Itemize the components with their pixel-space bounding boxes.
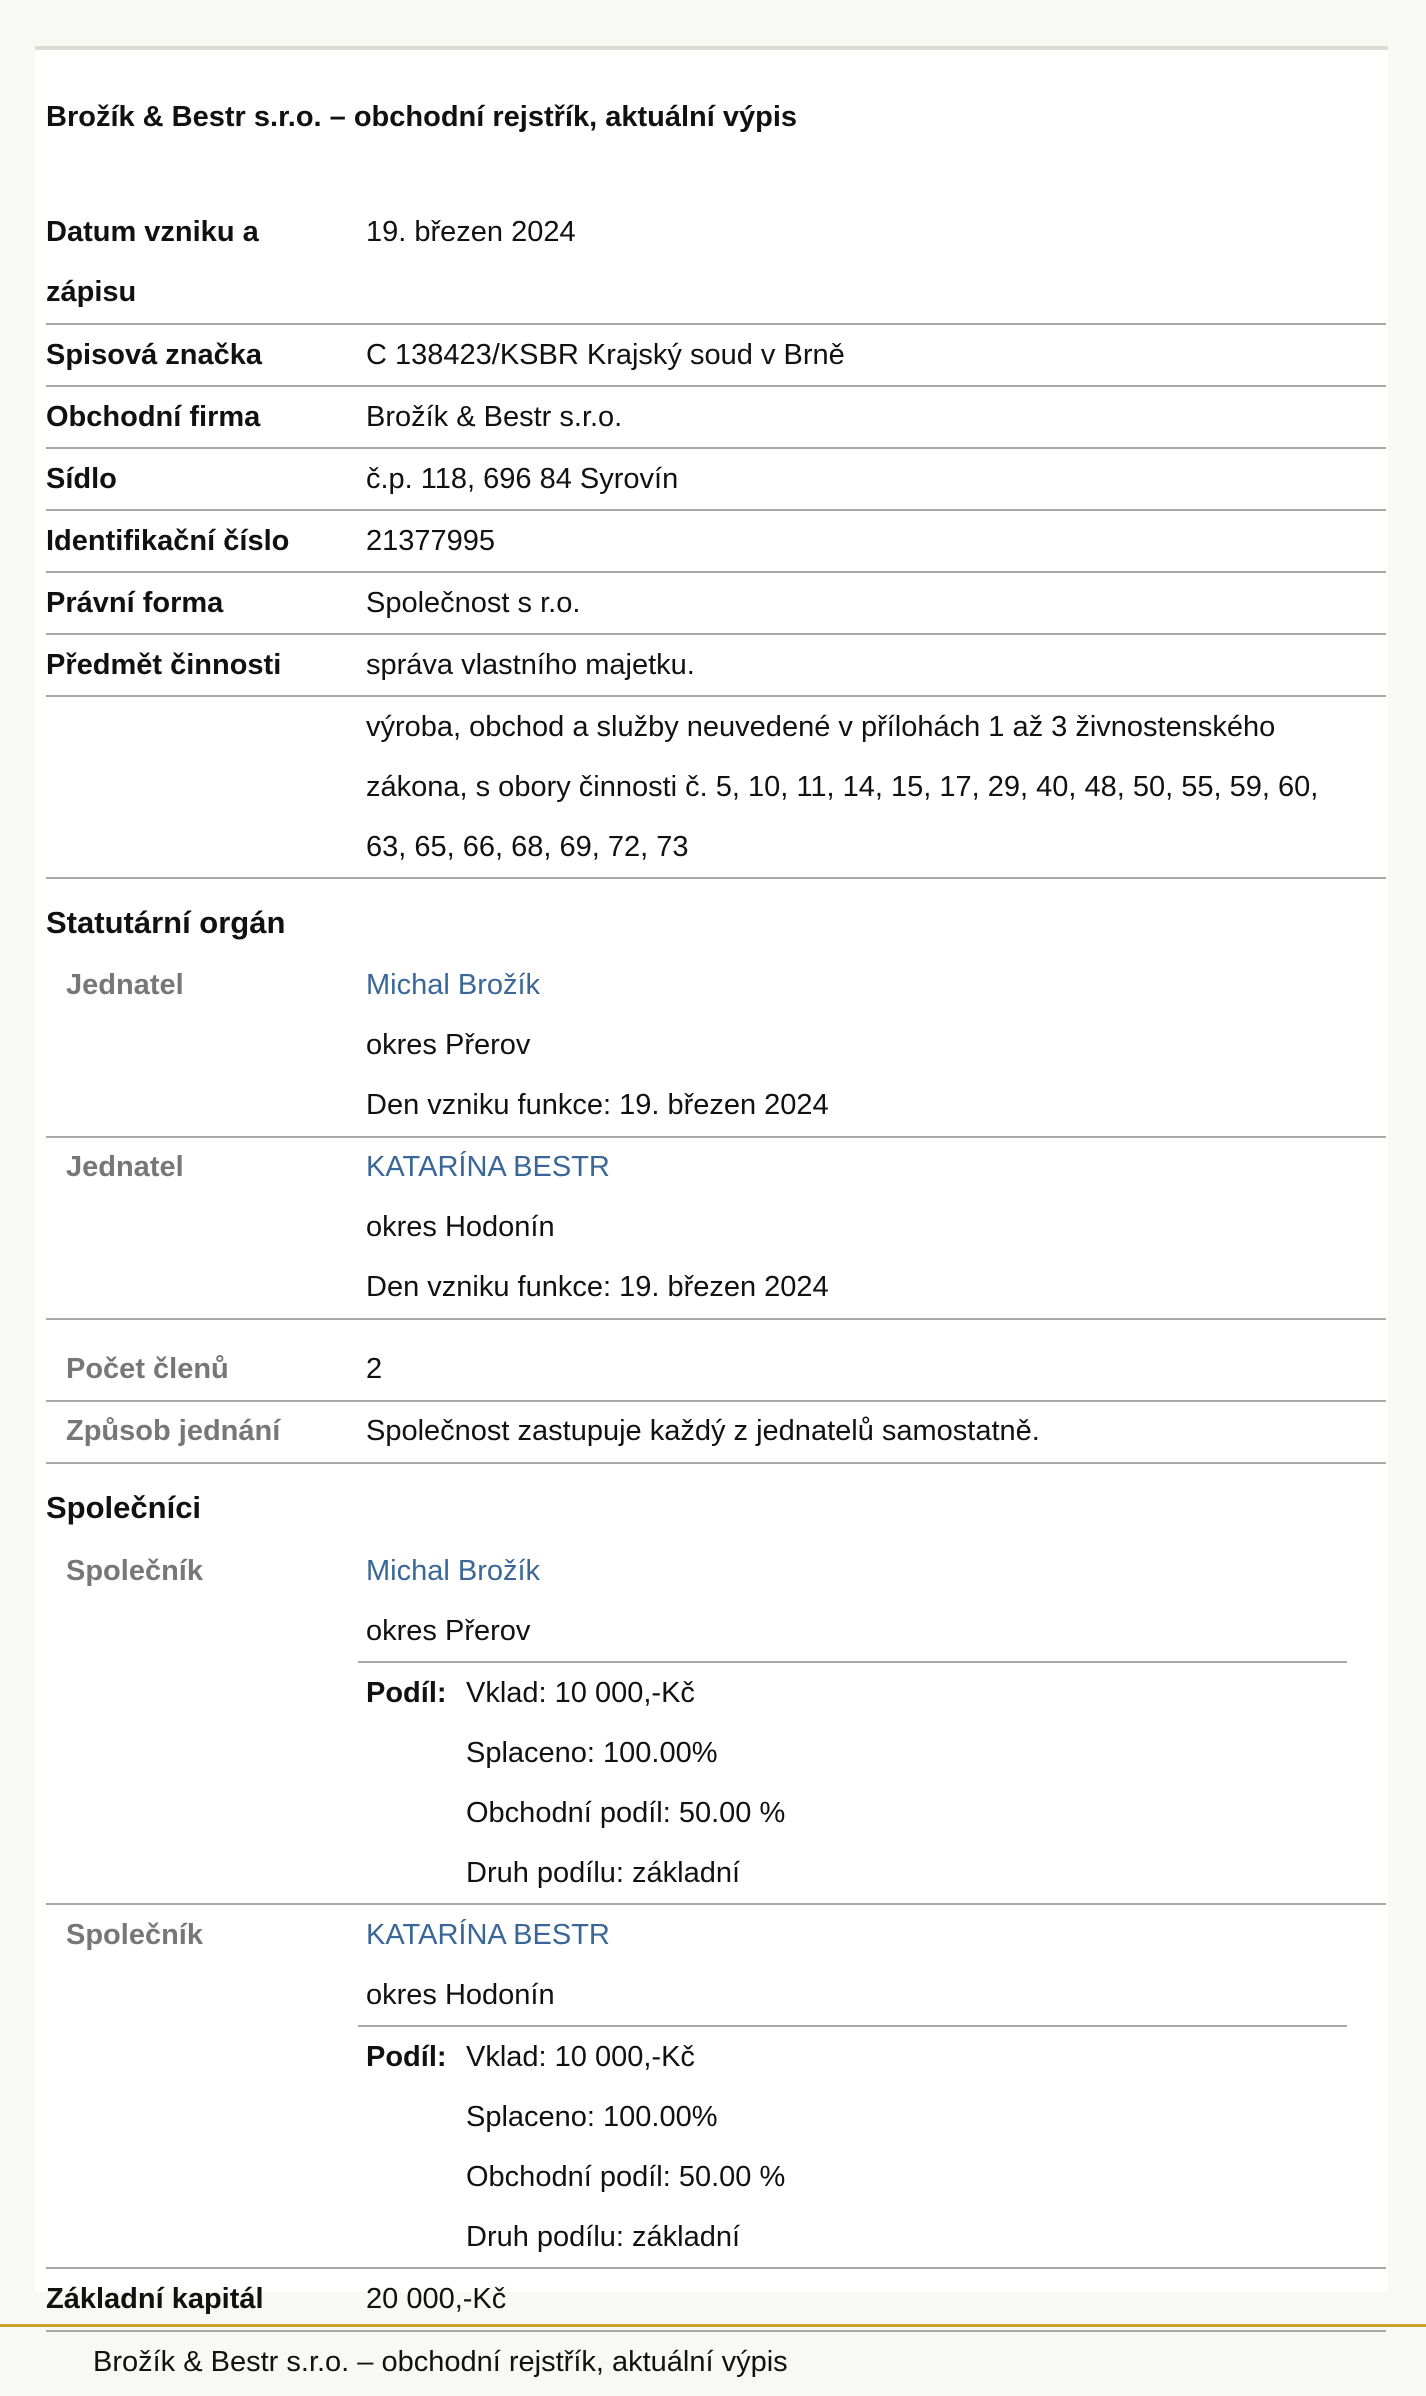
divider	[46, 571, 1386, 573]
jednatel-name-link[interactable]: Michal Brožík	[366, 969, 541, 1001]
spolecnici-heading: Společníci	[46, 1490, 202, 1525]
predmet-value-1: správa vlastního majetku.	[366, 649, 695, 681]
jednatel-funkce: Den vzniku funkce: 19. březen 2024	[366, 1271, 829, 1303]
jednatel-okres: okres Přerov	[366, 1029, 531, 1061]
divider	[46, 1903, 1386, 1905]
divider	[46, 877, 1386, 879]
predmet-value-2-line: výroba, obchod a služby neuvedené v přílohách 1 až 3 živnostenského	[366, 711, 1276, 743]
podil-label: Podíl:	[366, 2041, 447, 2073]
podil-line: Vklad: 10 000,-Kč	[466, 2041, 695, 2073]
firma-label: Obchodní firma	[46, 401, 261, 433]
forma-value: Společnost s r.o.	[366, 587, 581, 619]
predmet-value-2-line: zákona, s obory činnosti č. 5, 10, 11, 14, 15, 17, 29, 40, 48, 50, 55, 59, 60,	[366, 771, 1319, 803]
divider	[46, 2330, 1386, 2332]
datum-label-line1: Datum vzniku a	[46, 216, 259, 248]
footer-rule	[0, 2324, 1426, 2327]
spolecnik-role: Společník	[66, 1919, 203, 1951]
jednatel-funkce: Den vzniku funkce: 19. březen 2024	[366, 1089, 829, 1121]
divider	[46, 447, 1386, 449]
predmet-label: Předmět činnosti	[46, 649, 282, 681]
ico-value: 21377995	[366, 525, 496, 557]
podil-line: Splaceno: 100.00%	[466, 2101, 718, 2133]
datum-label-line2: zápisu	[46, 276, 137, 308]
predmet-value-2-line: 63, 65, 66, 68, 69, 72, 73	[366, 831, 689, 863]
spolecnik-okres: okres Hodonín	[366, 1979, 555, 2011]
spolecnik-name-link[interactable]: Michal Brožík	[366, 1555, 541, 1587]
footer-text: Brožík & Bestr s.r.o. – obchodní rejstřík, aktuální výpis	[93, 2346, 788, 2378]
zpusob-value: Společnost zastupuje každý z jednatelů samostatně.	[366, 1415, 1040, 1447]
sidlo-value: č.p. 118, 696 84 Syrovín	[366, 463, 679, 495]
jednatel-role: Jednatel	[66, 1151, 184, 1183]
podil-line: Obchodní podíl: 50.00 %	[466, 1797, 786, 1829]
jednatel-role: Jednatel	[66, 969, 184, 1001]
firma-value: Brožík & Bestr s.r.o.	[366, 401, 623, 433]
registry-card	[35, 46, 1388, 2315]
podil-label: Podíl:	[366, 1677, 447, 1709]
podil-line: Splaceno: 100.00%	[466, 1737, 718, 1769]
pocet-value: 2	[366, 1353, 383, 1385]
spolecnik-okres: okres Přerov	[366, 1615, 531, 1647]
statutarni-heading: Statutární orgán	[46, 905, 286, 940]
divider	[46, 1462, 1386, 1464]
forma-label: Právní forma	[46, 587, 224, 619]
jednatel-okres: okres Hodonín	[366, 1211, 555, 1243]
divider	[46, 1136, 1386, 1138]
podil-line: Obchodní podíl: 50.00 %	[466, 2161, 786, 2193]
kapital-label: Základní kapitál	[46, 2283, 264, 2315]
spis-label: Spisová značka	[46, 339, 262, 371]
pocet-label: Počet členů	[66, 1353, 229, 1385]
zpusob-label: Způsob jednání	[66, 1415, 281, 1447]
podil-line: Druh podílu: základní	[466, 2221, 741, 2253]
ico-label: Identifikační číslo	[46, 525, 290, 557]
jednatel-name-link[interactable]: KATARÍNA BESTR	[366, 1151, 610, 1183]
sidlo-label: Sídlo	[46, 463, 117, 495]
datum-value: 19. březen 2024	[366, 216, 576, 248]
spolecnik-name-link[interactable]: KATARÍNA BESTR	[366, 1919, 610, 1951]
podil-line: Druh podílu: základní	[466, 1857, 741, 1889]
spis-value: C 138423/KSBR Krajský soud v Brně	[366, 339, 845, 371]
page-title: Brožík & Bestr s.r.o. – obchodní rejstřík, aktuální výpis	[46, 101, 797, 133]
kapital-value: 20 000,-Kč	[366, 2283, 507, 2315]
divider	[46, 1318, 1386, 1320]
spolecnik-role: Společník	[66, 1555, 203, 1587]
podil-line: Vklad: 10 000,-Kč	[466, 1677, 695, 1709]
